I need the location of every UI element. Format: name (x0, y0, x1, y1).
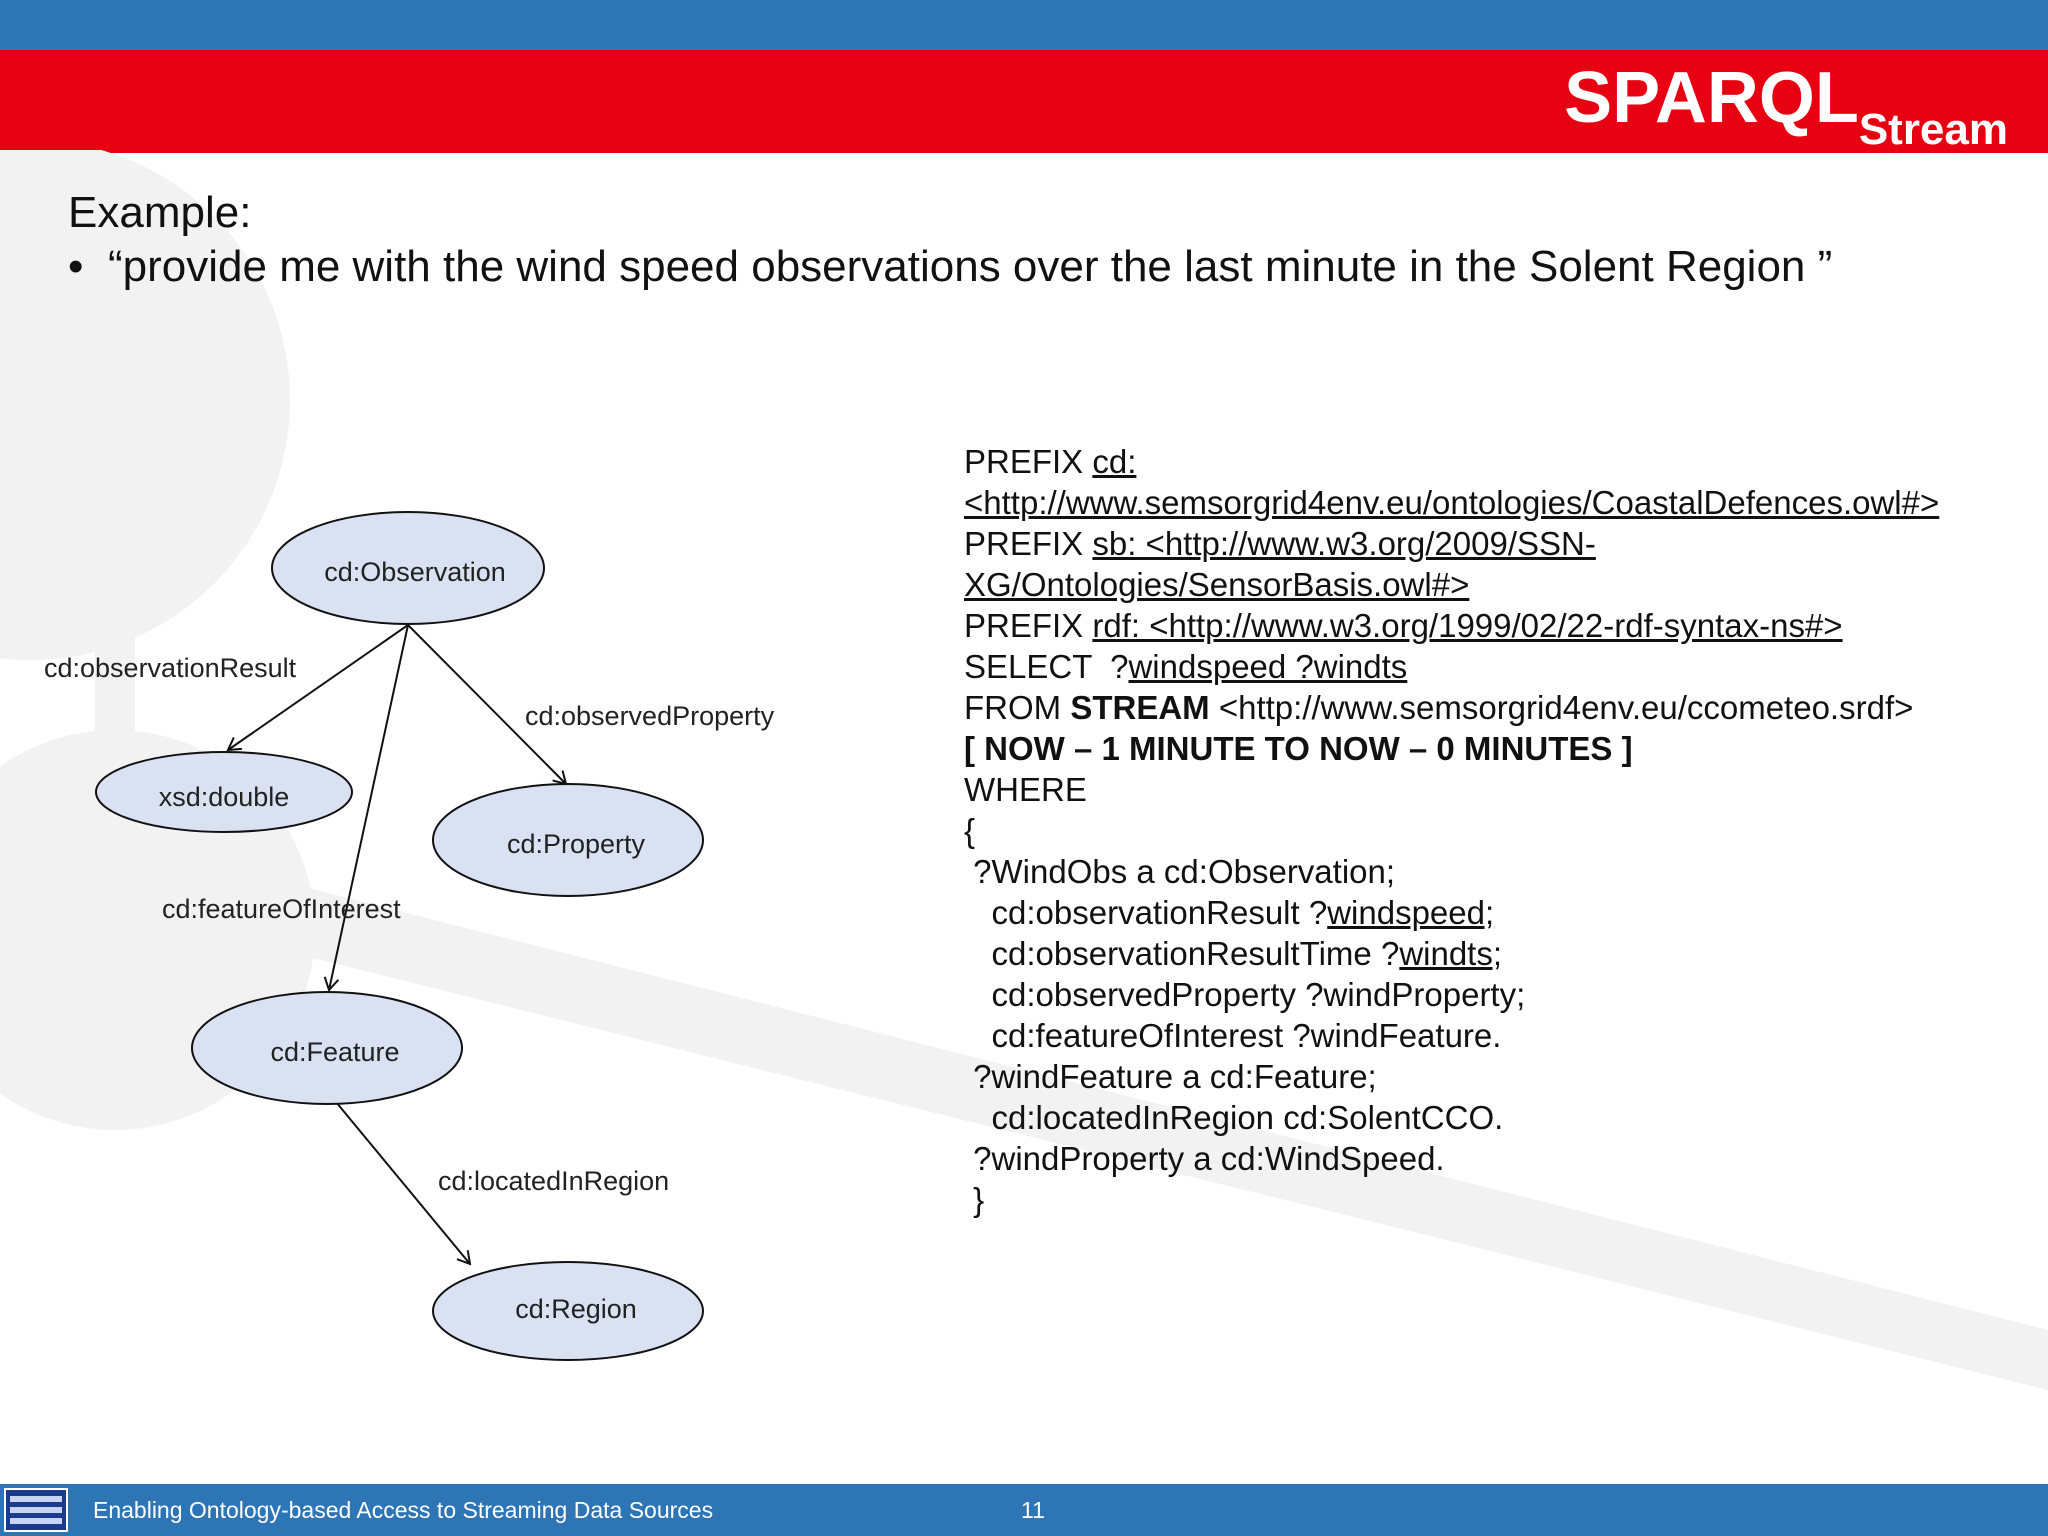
query-line: WHERE (964, 771, 1087, 808)
query-prefix-iri: rdf: <http://www.w3.org/1999/02/22-rdf-syntax-ns#> (1092, 607, 1843, 644)
query-variable: windspeed; (1327, 894, 1495, 931)
query-line: { (964, 812, 976, 849)
node-property: cd:Property (506, 829, 646, 859)
edge-observation-result (228, 625, 408, 750)
query-line: cd:locatedInRegion cd:SolentCCO. (964, 1099, 1504, 1136)
query-line (964, 482, 2024, 523)
node-double: xsd:double (158, 782, 290, 812)
query-line: } (964, 1181, 985, 1218)
query-line (964, 933, 2024, 974)
query-line: ?windFeature a cd:Feature; (964, 1058, 1377, 1095)
query-line (964, 687, 2024, 728)
edge-label-observation-result: cd:observationResult (44, 653, 297, 683)
query-line (964, 892, 2024, 933)
edge-label-feature-of-interest: cd:featureOfInterest (162, 894, 401, 924)
query-keyword: PREFIX (964, 443, 1093, 480)
example-label: Example: (68, 188, 252, 237)
query-text: cd:observationResultTime ? (964, 935, 1400, 972)
query-variable: windts; (1399, 935, 1503, 972)
edge-label-observed-property: cd:observedProperty (525, 701, 775, 731)
node-feature: cd:Feature (270, 1037, 400, 1067)
query-prefix-iri: sb: <http://www.w3.org/2009/SSN- (1092, 525, 1596, 562)
slide-title-subscript: Stream (1858, 105, 2008, 154)
footer-text: Enabling Ontology-based Access to Streaming Data Sources (93, 1497, 714, 1523)
slide-title (1564, 58, 2008, 154)
query-line: ?WindObs a cd:Observation; (964, 853, 1396, 890)
query-keyword: PREFIX (964, 607, 1093, 644)
query-keyword: PREFIX (964, 525, 1093, 562)
query-prefix-iri: XG/Ontologies/SensorBasis.owl#> (964, 566, 1470, 603)
query-prefix-iri: <http://www.semsorgrid4env.eu/ontologies/CoastalDefences.owl#> (964, 484, 1940, 521)
query-keyword: SELECT ? (964, 648, 1129, 685)
query-line (964, 728, 2024, 769)
top-band (0, 0, 2048, 50)
query-line (964, 605, 2024, 646)
node-observation: cd:Observation (324, 557, 506, 587)
query-line (964, 564, 2024, 605)
query-window: [ NOW – 1 MINUTE TO NOW – 0 MINUTES ] (964, 730, 1633, 767)
query-line (964, 646, 2024, 687)
edge-label-located-in-region: cd:locatedInRegion (438, 1166, 670, 1196)
node-region: cd:Region (515, 1294, 637, 1324)
query-line: ?windProperty a cd:WindSpeed. (964, 1140, 1445, 1177)
query-prefix-name: cd: (1092, 443, 1137, 480)
query-line (964, 441, 2024, 482)
slide-title-main: SPARQL (1564, 58, 1859, 138)
query-line: cd:observedProperty ?windProperty; (964, 976, 1526, 1013)
query-stream-iri: <http://www.semsorgrid4env.eu/ccometeo.srdf> (1209, 689, 1914, 726)
query-line: cd:featureOfInterest ?windFeature. (964, 1017, 1502, 1054)
query-text: cd:observationResult ? (964, 894, 1328, 931)
ontology-diagram (0, 480, 900, 1380)
query-variables: windspeed ?windts (1128, 648, 1408, 685)
query-stream-keyword: STREAM (1070, 689, 1210, 726)
sparql-query (964, 441, 2024, 1220)
bullet-marker: • (68, 242, 84, 291)
query-line (964, 523, 2024, 564)
query-keyword: FROM (964, 689, 1071, 726)
bullet-text: “provide me with the wind speed observations over the last minute in the Solent Region ” (108, 242, 1833, 291)
project-logo (4, 1488, 68, 1532)
page-number: 11 (1021, 1497, 1045, 1523)
bullet-item (68, 242, 1832, 292)
footer-bar (0, 1484, 2048, 1536)
